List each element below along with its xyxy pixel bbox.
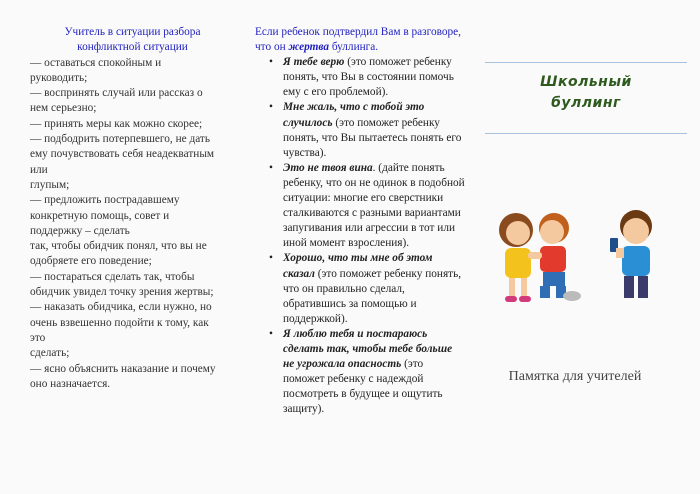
support-phrase-item bbox=[283, 55, 465, 100]
guideline-line: очень взвешенно подойти к тому, как bbox=[30, 316, 209, 329]
support-phrase-explanation: (это поможет ребенку понять, что Вы пытаетесь понять его чувства). bbox=[283, 116, 462, 159]
section-intro: Если ребенок подтвердил Вам в разговоре, что он жертва буллинга. bbox=[255, 26, 461, 54]
guideline-line: или bbox=[30, 163, 48, 176]
support-phrase-item bbox=[283, 161, 465, 252]
section-title: конфликтной ситуации bbox=[77, 41, 188, 54]
bully-figure bbox=[528, 213, 581, 301]
guideline-line: одобряете его поведение; bbox=[30, 255, 152, 268]
support-phrase-item bbox=[283, 251, 465, 326]
support-phrase-item bbox=[283, 100, 465, 160]
divider-bottom bbox=[485, 133, 687, 134]
boy-with-phone-figure bbox=[610, 210, 652, 298]
support-phrase: Я тебе верю bbox=[283, 56, 345, 69]
bullying-kids-illustration bbox=[488, 200, 678, 305]
section-title: Учитель в ситуации разбора bbox=[64, 26, 201, 38]
guideline-line: — наказать обидчика, если нужно, но bbox=[30, 301, 212, 314]
support-phrase-explanation: (это поможет ребенку понять, что он правильно сделал, обратившись за помощью и поддержкой). bbox=[283, 267, 462, 325]
guideline-line: — оставаться спокойным и bbox=[30, 56, 162, 69]
guideline-line: — подбодрить потерпевшего, не дать bbox=[30, 133, 211, 146]
support-phrase-explanation: . (дайте понять ребенку, что он не одинок в подобной ситуации: многие его сверстники сталкиваются с разными вариантами запугивания или агрессии в тот или иной момент взросления). bbox=[283, 161, 465, 250]
guideline-line: поддержку – сделать bbox=[30, 224, 130, 237]
guideline-list bbox=[30, 56, 235, 393]
guideline-line: руководить; bbox=[30, 71, 88, 84]
guideline-line: — воспринять случай или рассказ о bbox=[30, 87, 203, 100]
support-phrase: Хорошо, что ты мне об этом сказал bbox=[283, 252, 433, 280]
guideline-line: — предложить пострадавшему bbox=[30, 194, 180, 207]
support-phrases-list bbox=[255, 55, 465, 417]
guideline-line: сделать; bbox=[30, 347, 70, 360]
support-phrase: Мне жаль, что с тобой это случилось bbox=[283, 101, 425, 129]
brochure-subtitle: Памятка для учителей bbox=[508, 369, 642, 384]
teacher-guidelines bbox=[30, 25, 235, 392]
support-phrase-explanation: (это поможет ребенку с надеждой посмотреть в будущее и ощутить защиту). bbox=[283, 358, 443, 416]
guideline-line: глупым; bbox=[30, 178, 70, 191]
girl-figure bbox=[499, 213, 533, 302]
guideline-line: — ясно объяснить наказание и почему bbox=[30, 362, 216, 375]
support-phrase: Это не твоя вина bbox=[283, 161, 373, 174]
brochure-title: Школьный буллинг bbox=[540, 74, 632, 111]
support-phrase-item bbox=[283, 327, 465, 418]
support-phrase: Я люблю тебя и постараюсь сделать так, чтобы тебе больше не угрожала опасность bbox=[283, 327, 453, 371]
divider-top bbox=[485, 62, 687, 63]
guideline-line: обидчик увидел точку зрения жертвы; bbox=[30, 286, 214, 299]
support-phrase-explanation: (это поможет ребенку понять, что Вы в состоянии помочь ему с его проблемой). bbox=[283, 56, 454, 99]
guideline-line: это bbox=[30, 331, 46, 344]
guideline-line: оно назначается. bbox=[30, 377, 111, 390]
guideline-line: нем серьезно; bbox=[30, 102, 97, 115]
guideline-line: — постараться сделать так, чтобы bbox=[30, 270, 195, 283]
guideline-line: так, чтобы обидчик понял, что вы не bbox=[30, 240, 207, 253]
guideline-line: конкретную помощь, совет и bbox=[30, 209, 170, 222]
guideline-line: ему почувствовать себя неадекватным bbox=[30, 148, 215, 161]
guideline-line: — принять меры как можно скорее; bbox=[30, 117, 203, 130]
victim-support-section bbox=[255, 25, 465, 417]
